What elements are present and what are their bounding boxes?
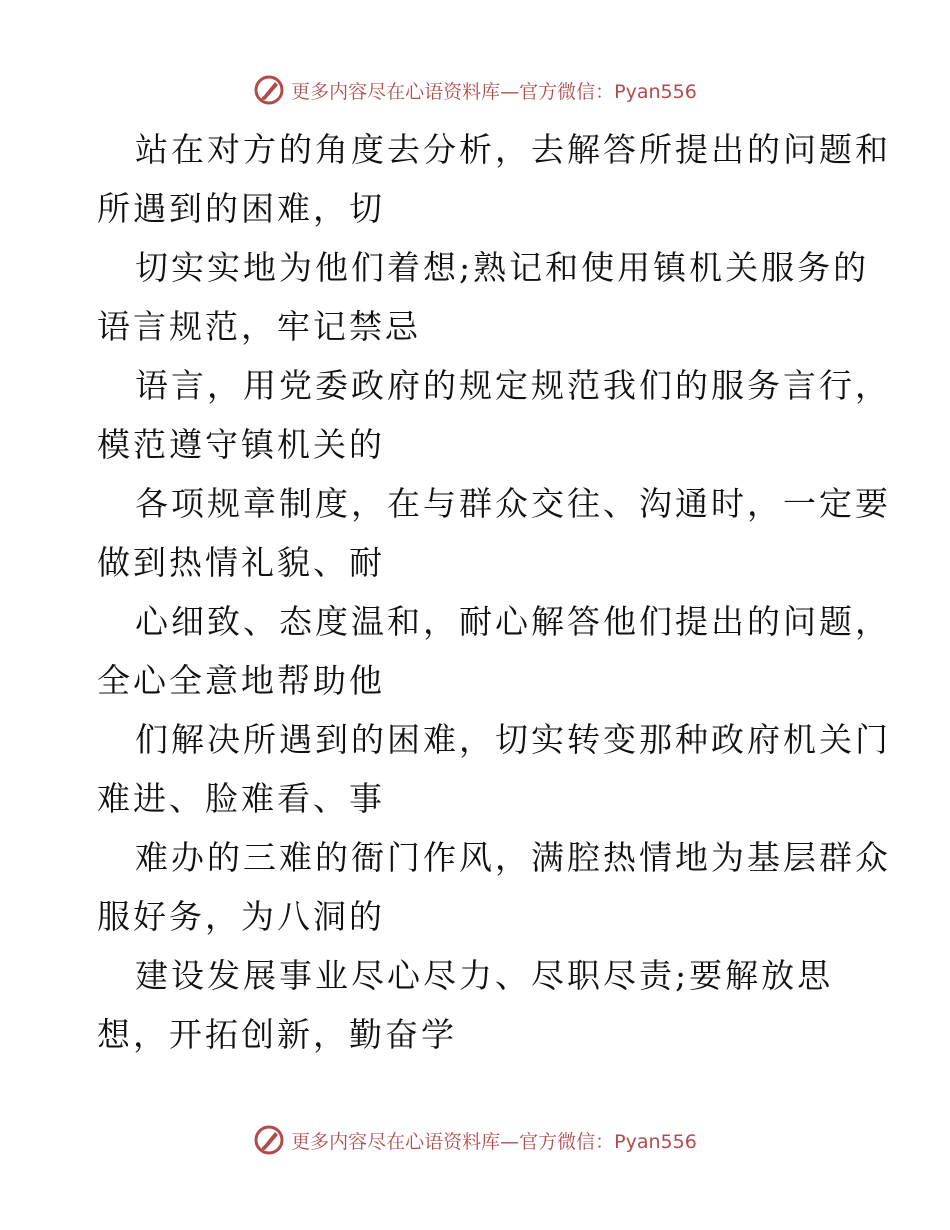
document-body	[97, 120, 891, 1064]
quill-pen-logo-icon	[253, 1124, 285, 1156]
text-line: 全心全意地帮助他	[97, 661, 385, 700]
quill-pen-logo-icon	[253, 74, 285, 106]
text-line: 心细致、态度温和，耐心解答他们提出的问题，	[135, 602, 891, 641]
text-line: 语言，用党委政府的规定规范我们的服务言行，	[135, 366, 891, 405]
footer-banner-text: 更多内容尽在心语资料库—官方微信：Pyan556	[291, 1130, 697, 1153]
text-line: 做到热情礼貌、耐	[97, 543, 385, 582]
header-banner-text: 更多内容尽在心语资料库—官方微信：Pyan556	[291, 80, 697, 103]
text-line: 建设发展事业尽心尽力、尽职尽责;要解放思	[135, 956, 834, 995]
text-line: 切实实地为他们着想;熟记和使用镇机关服务的	[135, 248, 870, 287]
text-line: 想，开拓创新，勤奋学	[97, 1015, 457, 1054]
text-line: 难进、脸难看、事	[97, 779, 385, 818]
text-line: 站在对方的角度去分析，去解答所提出的问题和	[135, 130, 891, 169]
text-line: 服好务，为八洞的	[97, 897, 385, 936]
text-line: 们解决所遇到的困难，切实转变那种政府机关门	[135, 720, 891, 759]
footer-banner	[0, 1120, 950, 1160]
text-line: 各项规章制度，在与群众交往、沟通时，一定要	[135, 484, 891, 523]
text-line: 难办的三难的衙门作风，满腔热情地为基层群众	[135, 838, 891, 877]
text-line: 模范遵守镇机关的	[97, 425, 385, 464]
text-line: 语言规范，牢记禁忌	[97, 307, 421, 346]
text-line: 所遇到的困难，切	[97, 189, 385, 228]
header-banner	[0, 70, 950, 110]
